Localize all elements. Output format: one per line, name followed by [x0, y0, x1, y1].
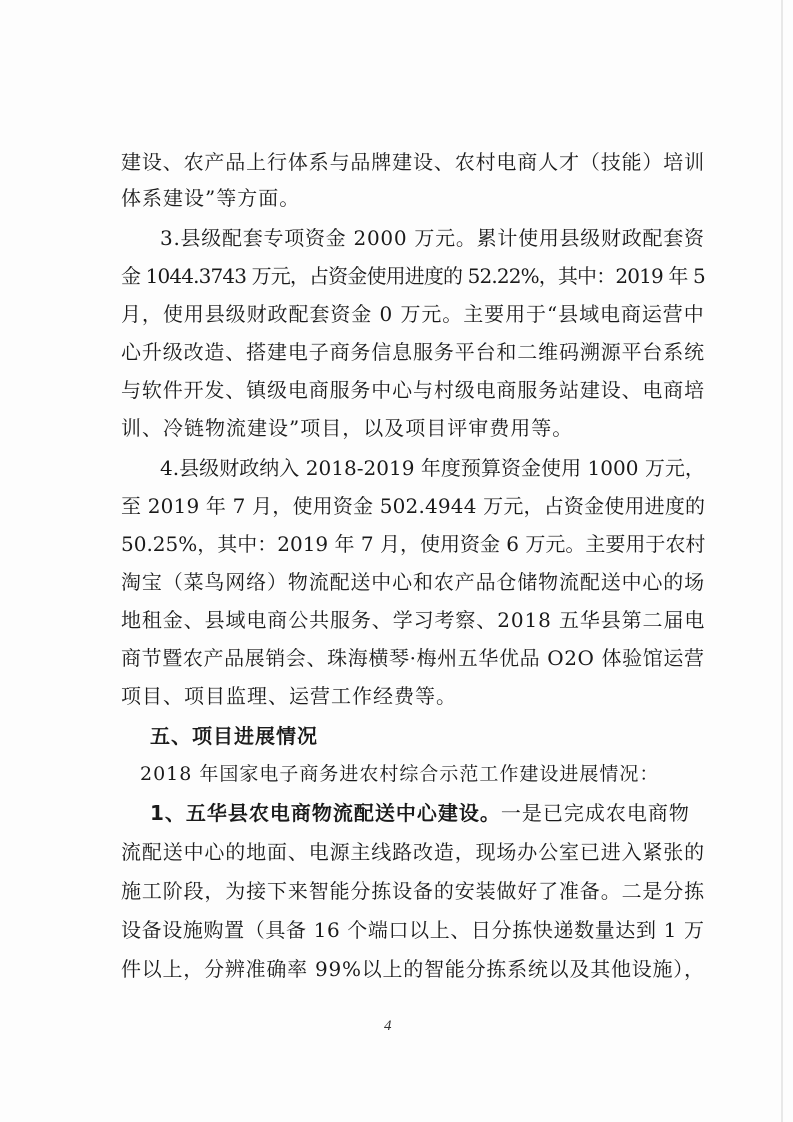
body-line: 金 1044.3743 万元，占资金使用进度的 52.22%，其中：2019 年 5 [121, 264, 705, 288]
body-line: 心升级改造、搭建电子商务信息服务平台和二维码溯源平台系统 [121, 340, 705, 364]
body-line: 4.县级财政纳入 2018-2019 年度预算资金使用 1000 万元， [160, 456, 705, 480]
body-line: 50.25%，其中：2019 年 7 月，使用资金 6 万元。主要用于农村 [121, 532, 706, 556]
item-text: 一是已完成农电商物 [500, 801, 690, 825]
page-number: 4 [384, 1018, 392, 1034]
body-line: 建设、农产品上行体系与品牌建设、农村电商人才（技能）培训 [121, 150, 705, 174]
body-line: 与软件开发、镇级电商服务中心与村级电商服务站建设、电商培 [121, 378, 705, 402]
body-line: 月，使用县级财政配套资金 0 万元。主要用于“县域电商运营中 [121, 302, 705, 326]
item-subheading: 1、五华县农电商物流配送中心建设。 [150, 801, 501, 825]
body-line: 件以上，分辨准确率 99%以上的智能分拣系统以及其他设施）， [121, 957, 705, 981]
body-line: 2018 年国家电子商务进农村综合示范工作建设进展情况： [140, 763, 660, 785]
body-line: 训、冷链物流建设”项目，以及项目评审费用等。 [121, 416, 574, 440]
body-line: 项目、项目监理、运营工作经费等。 [121, 684, 457, 708]
body-line: 流配送中心的地面、电源主线路改造，现场办公室已进入紧张的 [121, 840, 705, 864]
body-line: 设备设施购置（具备 16 个端口以上、日分拣快递数量达到 1 万 [121, 918, 705, 942]
scan-edge [781, 0, 783, 1122]
section-heading: 五、项目进展情况 [150, 724, 318, 748]
body-line: 至 2019 年 7 月，使用资金 502.4944 万元，占资金使用进度的 [121, 494, 706, 518]
body-line: 地租金、县域电商公共服务、学习考察、2018 五华县第二届电 [121, 608, 706, 632]
body-line: 3.县级配套专项资金 2000 万元。累计使用县级财政配套资 [160, 226, 705, 250]
body-line: 淘宝（菜鸟网络）物流配送中心和农产品仓储物流配送中心的场 [121, 570, 705, 594]
body-line: 体系建设”等方面。 [121, 186, 301, 210]
body-line: 施工阶段，为接下来智能分拣设备的安装做好了准备。二是分拣 [121, 879, 705, 903]
item-line [150, 801, 690, 825]
body-line: 商节暨农产品展销会、珠海横琴·梅州五华优品 O2O 体验馆运营 [121, 646, 705, 670]
